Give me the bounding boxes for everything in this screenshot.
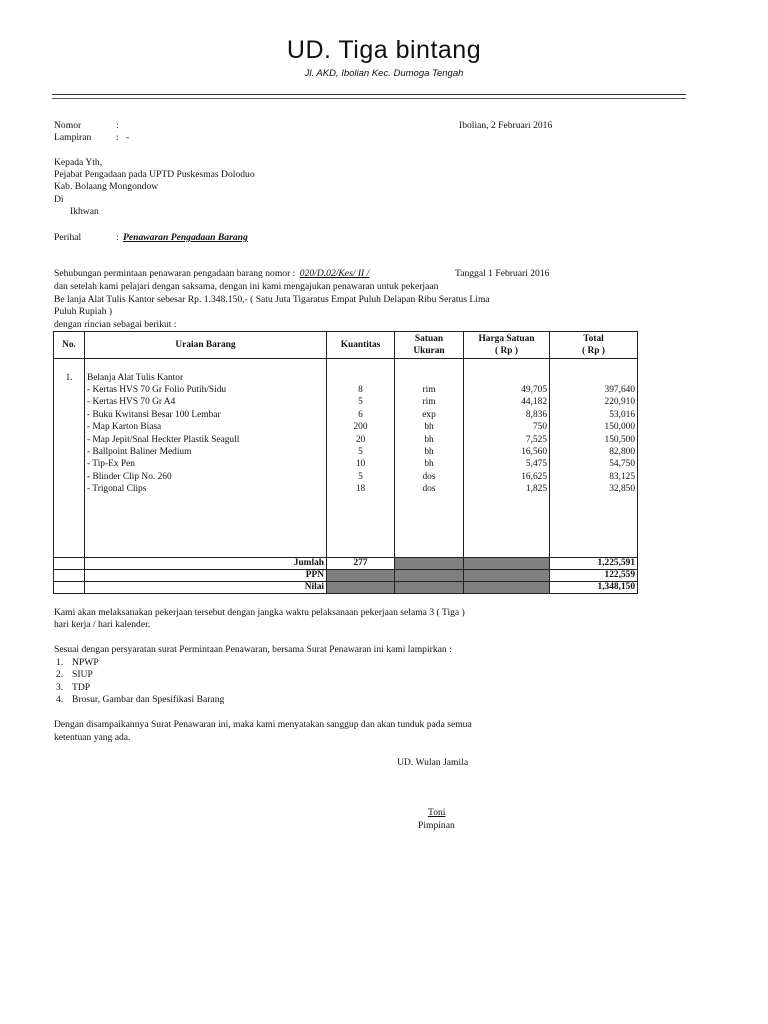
satuan-line-1: Satuan <box>414 334 444 344</box>
group-number: 1. <box>54 372 85 384</box>
body-line-3: Sesuai dengan persyaratan surat Permintaan Penawaran, bersama Surat Penawaran ini kami lampirkan : <box>54 644 452 655</box>
company-name: UD. Tiga bintang <box>286 36 482 64</box>
item-price: 5,475 <box>464 458 550 470</box>
table-group-row <box>54 372 638 384</box>
item-price: 8,836 <box>464 409 550 421</box>
recipient-place: Ikhwan <box>70 206 99 217</box>
attachment-number: 4. <box>56 694 64 705</box>
item-unit: rim <box>395 384 464 396</box>
signature-name: Toni <box>428 807 446 818</box>
total-line-1: Total <box>583 334 604 344</box>
col-header-total <box>550 332 638 359</box>
nomor-label: Nomor <box>54 120 82 131</box>
item-name: - Trigonal Clips <box>85 483 327 495</box>
item-price: 16,625 <box>464 471 550 483</box>
recipient-official: Pejabat Pengadaan pada UPTD Puskesmas Doloduo <box>54 169 255 180</box>
table-row <box>54 471 638 483</box>
table-header-row <box>54 332 638 359</box>
perihal-value: Penawaran Pengadaan Barang <box>123 232 248 243</box>
item-total: 82,800 <box>550 446 638 458</box>
shaded-cell <box>464 582 550 594</box>
jumlah-label: Jumlah <box>85 558 327 570</box>
body-line-5: ketentuan yang ada. <box>54 732 131 743</box>
lampiran-value: - <box>126 132 130 143</box>
signature-title: Pimpinan <box>418 820 455 831</box>
item-total: 150,000 <box>550 421 638 433</box>
item-unit: bh <box>395 421 464 433</box>
item-qty: 5 <box>327 471 395 483</box>
item-qty: 20 <box>327 434 395 446</box>
recipient-di: Di <box>54 194 64 205</box>
table-row <box>54 446 638 458</box>
body-line-4: Dengan disampaikannya Surat Penawaran ini, maka kami menyatakan sanggup dan akan tunduk pada semua <box>54 719 472 730</box>
item-price: 49,705 <box>464 384 550 396</box>
harga-line-1: Harga Satuan <box>478 334 535 344</box>
signature-company: UD. Wulan Jamila <box>397 757 469 768</box>
ppn-row <box>54 570 638 582</box>
item-price: 44,182 <box>464 396 550 408</box>
attachment-number: 2. <box>56 669 64 680</box>
table-row <box>54 409 638 421</box>
item-name: - Buku Kwitansi Besar 100 Lembar <box>85 409 327 421</box>
nomor-separator: : <box>116 120 119 131</box>
nilai-row <box>54 582 638 594</box>
ppn-total: 122,559 <box>550 570 638 582</box>
col-header-kuantitas: Kuantitas <box>327 332 395 359</box>
item-name: - Map Jepit/Snal Heckter Plastik Seagull <box>85 434 327 446</box>
shaded-cell <box>395 582 464 594</box>
item-price: 7,525 <box>464 434 550 446</box>
intro-line-4: Puluh Rupiah ) <box>54 306 113 317</box>
table-row <box>54 384 638 396</box>
body-line-2: hari kerja / hari kalender. <box>54 619 151 630</box>
shaded-cell <box>395 558 464 570</box>
item-unit: bh <box>395 446 464 458</box>
group-title: Belanja Alat Tulis Kantor <box>85 372 327 384</box>
intro-line-3: Be lanja Alat Tulis Kantor sebesar Rp. 1.348.150,- ( Satu Juta Tigaratus Empat Puluh Delapan Ribu Seratus Lima <box>54 294 490 305</box>
shaded-cell <box>327 582 395 594</box>
item-unit: exp <box>395 409 464 421</box>
ppn-label: PPN <box>85 570 327 582</box>
item-price: 1,825 <box>464 483 550 495</box>
table-blank-row <box>54 533 638 545</box>
table-row <box>54 458 638 470</box>
table-blank-row <box>54 496 638 508</box>
item-total: 53,016 <box>550 409 638 421</box>
item-unit: bh <box>395 434 464 446</box>
attachment-text: TDP <box>72 682 91 693</box>
shaded-cell <box>395 570 464 582</box>
table-row <box>54 421 638 433</box>
perihal-label: Perihal <box>54 232 82 243</box>
jumlah-row <box>54 558 638 570</box>
col-header-uraian: Uraian Barang <box>85 332 327 359</box>
intro-line-5: dengan rincian sebagai berikut : <box>54 319 177 330</box>
table-spacer-row <box>54 359 638 372</box>
item-unit: dos <box>395 483 464 495</box>
item-unit: bh <box>395 458 464 470</box>
item-total: 32,850 <box>550 483 638 495</box>
table-row <box>54 434 638 446</box>
intro-text: Sehubungan permintaan penawaran pengadaan barang nomor : <box>54 268 296 279</box>
lampiran-label: Lampiran <box>54 132 92 143</box>
total-line-2: ( Rp ) <box>582 346 605 356</box>
attachment-text: NPWP <box>72 657 99 668</box>
attachment-number: 3. <box>56 682 64 693</box>
item-qty: 8 <box>327 384 395 396</box>
intro-line-1 <box>54 268 369 279</box>
item-price: 750 <box>464 421 550 433</box>
table-row <box>54 396 638 408</box>
col-header-no: No. <box>54 332 85 359</box>
nilai-total: 1,348,150 <box>550 582 638 594</box>
item-qty: 5 <box>327 446 395 458</box>
body-line-1: Kami akan melaksanakan pekerjaan tersebut dengan jangka waktu pelaksanaan pekerjaan selama 3 ( Tiga ) <box>54 607 465 618</box>
place-date: Ibolian, 2 Februari 2016 <box>459 120 553 131</box>
jumlah-total: 1,225,591 <box>550 558 638 570</box>
item-qty: 200 <box>327 421 395 433</box>
col-header-harga <box>464 332 550 359</box>
item-total: 397,640 <box>550 384 638 396</box>
table-row <box>54 483 638 495</box>
shaded-cell <box>327 570 395 582</box>
item-name: - Blinder Clip No. 260 <box>85 471 327 483</box>
item-total: 220,910 <box>550 396 638 408</box>
item-qty: 10 <box>327 458 395 470</box>
attachment-text: SIUP <box>72 669 93 680</box>
nilai-label: Nilai <box>85 582 327 594</box>
item-total: 83,125 <box>550 471 638 483</box>
shaded-cell <box>464 570 550 582</box>
item-name: - Map Karton Biasa <box>85 421 327 433</box>
header-divider <box>52 94 686 95</box>
header-divider-secondary <box>52 98 686 99</box>
item-price: 16,560 <box>464 446 550 458</box>
company-address: Jl. AKD, Ibolian Kec. Dumoga Tengah <box>304 68 464 79</box>
item-unit: dos <box>395 471 464 483</box>
lampiran-separator: : <box>116 132 119 143</box>
perihal-separator: : <box>116 232 119 243</box>
item-qty: 6 <box>327 409 395 421</box>
items-table <box>53 331 638 594</box>
attachment-number: 1. <box>56 657 64 668</box>
reference-number: 020/D.02/Kes/ II / <box>299 268 370 279</box>
table-blank-row <box>54 508 638 520</box>
col-header-satuan <box>395 332 464 359</box>
jumlah-qty: 277 <box>327 558 395 570</box>
intro-line-2: dan setelah kami pelajari dengan saksama, dengan ini kami mengajukan penawaran untuk pekerjaan <box>54 281 439 292</box>
recipient-regency: Kab. Bolaang Mongondow <box>54 181 159 192</box>
item-total: 54,750 <box>550 458 638 470</box>
table-blank-row <box>54 545 638 557</box>
attachment-text: Brosur, Gambar dan Spesifikasi Barang <box>72 694 225 705</box>
harga-line-2: ( Rp ) <box>495 346 518 356</box>
reference-date: Tanggal 1 Februari 2016 <box>455 268 550 279</box>
item-unit: rim <box>395 396 464 408</box>
shaded-cell <box>464 558 550 570</box>
item-qty: 18 <box>327 483 395 495</box>
satuan-line-2: Ukuran <box>413 346 445 356</box>
item-name: - Kertas HVS 70 Gr A4 <box>85 396 327 408</box>
table-blank-row <box>54 520 638 532</box>
item-name: - Ballpoint Baliner Medium <box>85 446 327 458</box>
item-name: - Kertas HVS 70 Gr Folio Putih/Sidu <box>85 384 327 396</box>
item-total: 150,500 <box>550 434 638 446</box>
item-name: - Tip-Ex Pen <box>85 458 327 470</box>
item-qty: 5 <box>327 396 395 408</box>
recipient-greeting: Kepada Yth, <box>54 157 103 168</box>
